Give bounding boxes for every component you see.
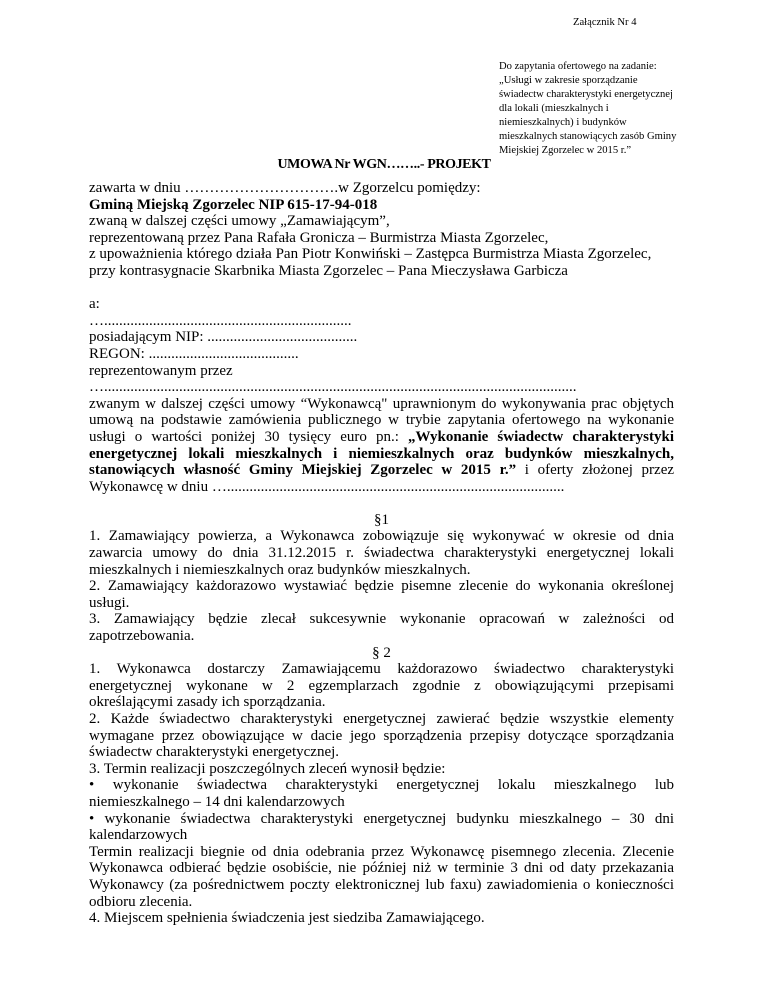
- municipality-line: Gminą Miejską Zgorzelec NIP 615-17-94-018: [89, 196, 378, 213]
- called-line: zwaną w dalszej części umowy „Zamawiającym”,: [89, 213, 390, 230]
- document-body: [89, 180, 674, 927]
- contractor-name-blank: …..................................................................: [89, 312, 352, 329]
- section2-term-paragraph: Termin realizacji biegnie od dnia odebrania przez Wykonawcę pisemnego zlecenia. Zlecenie Wykonawca odbierać będzie osobiście, nie później niż w terminie 3 dni od daty przekazania Wykonawcy (za pośrednictwem poczty elektronicznej lub faxu) zawiadomienia o konieczności odbioru zlecenia.: [89, 843, 674, 910]
- section1-paragraph-3: 3. Zamawiający będzie zlecał sukcesywnie wykonanie opracowań w zależności od zapotrzebowania.: [89, 611, 674, 645]
- nip-line: posiadającym NIP: ........................................: [89, 329, 358, 346]
- authorized-line: z upoważnienia którego działa Pan Piotr Konwiński – Zastępca Burmistrza Miasta Zgorzelec,: [89, 246, 652, 263]
- inquiry-line: mieszkalnych stanowiących zasób Gminy: [499, 131, 677, 142]
- represented-line: reprezentowaną przez Pana Rafała Gronicza – Burmistrza Miasta Zgorzelec,: [89, 229, 549, 246]
- inquiry-line: Miejskiej Zgorzelec w 2015 r.”: [499, 145, 632, 156]
- contractor-intro: zwanym w dalszej części umowy “Wykonawcą" uprawnionym do wykonywania prac objętych umową na podstawie zamówienia publicznego w trybie zapytania ofertowego na wykonanie usługi o wartości poniżej 30 tysięcy euro pn.:: [89, 395, 674, 445]
- inquiry-line: dla lokali (mieszkalnych i: [499, 103, 609, 114]
- rep-by-line: reprezentowanym przez: [89, 362, 233, 379]
- section2-paragraph-2: 2. Każde świadectwo charakterystyki energetycznej zawierać będzie wszystkie elementy wymagane przez obowiązujące w dacie jego sporządzenia przepisy dotyczące sporządzania świadectw charakterystyki energetycznej.: [89, 711, 674, 761]
- inquiry-reference: [499, 60, 699, 158]
- countersign-line: przy kontrasygnacie Skarbnika Miasta Zgorzelec – Pana Mieczysława Garbicza: [89, 262, 568, 279]
- inquiry-line: niemieszkalnych) i budynków: [499, 117, 627, 128]
- section2-bullet-1: • wykonanie świadectwa charakterystyki energetycznej lokalu mieszkalnego lub niemieszkalnego – 14 dni kalendarzowych: [89, 777, 674, 810]
- section2-heading: § 2: [372, 644, 391, 661]
- section2-paragraph-3: 3. Termin realizacji poszczególnych zleceń wynosił będzie:: [89, 760, 446, 777]
- attachment-label: Załącznik Nr 4: [573, 17, 637, 28]
- section1-heading: §1: [374, 511, 389, 528]
- section1-paragraph-1: 1. Zamawiający powierza, a Wykonawca zobowiązuje się wykonywać w okresie od dnia zawarcia umowy do dnia 31.12.2015 r. świadectwa charakterystyki energetycznej lokali mieszkalnych i niemieszkalnych oraz budynków mieszkalnych.: [89, 528, 674, 578]
- and-line: a:: [89, 296, 100, 313]
- rep-blank-line: …..............................................................................................................................: [89, 379, 577, 396]
- inquiry-line: „Usługi w zakresie sporządzanie: [499, 75, 638, 86]
- section1-paragraph-2: 2. Zamawiający każdorazowo wystawiać będzie pisemne zlecenie do wykonania określonej usługi.: [89, 578, 674, 611]
- regon-line: REGON: ........................................: [89, 345, 299, 362]
- inquiry-line: świadectw charakterystyki energetycznej: [499, 89, 673, 100]
- contractor-paragraph: [89, 396, 674, 496]
- contractor-offer: i oferty złożonej przez Wykonawcę w dniu …..........................................................................................: [89, 462, 675, 495]
- section2-paragraph-4: 4. Miejscem spełnienia świadczenia jest siedziba Zamawiającego.: [89, 910, 485, 927]
- document-title: UMOWA Nr WGN……..- PROJEKT: [277, 157, 491, 172]
- concluded-line: zawarta w dniu ………………………….w Zgorzelcu pomiędzy:: [89, 180, 481, 196]
- section2-paragraph-1: 1. Wykonawca dostarczy Zamawiającemu każdorazowo świadectwo charakterystyki energetycznej wykonane w 2 egzemplarzach zgodnie z obowiązującymi przepisami określającymi zasady ich sporządzania.: [89, 661, 674, 711]
- inquiry-line: Do zapytania ofertowego na zadanie:: [499, 61, 657, 72]
- section2-bullet-2: • wykonanie świadectwa charakterystyki energetycznej budynku mieszkalnego – 30 dni kalendarzowych: [89, 810, 674, 844]
- contractor-task: „Wykonanie świadectw charakterystyki energetycznej lokali mieszkalnych i niemieszkalnych oraz budynków mieszkalnych, stanowiących własność Gminy Miejskiej Zgorzelec w 2015 r.”: [89, 428, 675, 479]
